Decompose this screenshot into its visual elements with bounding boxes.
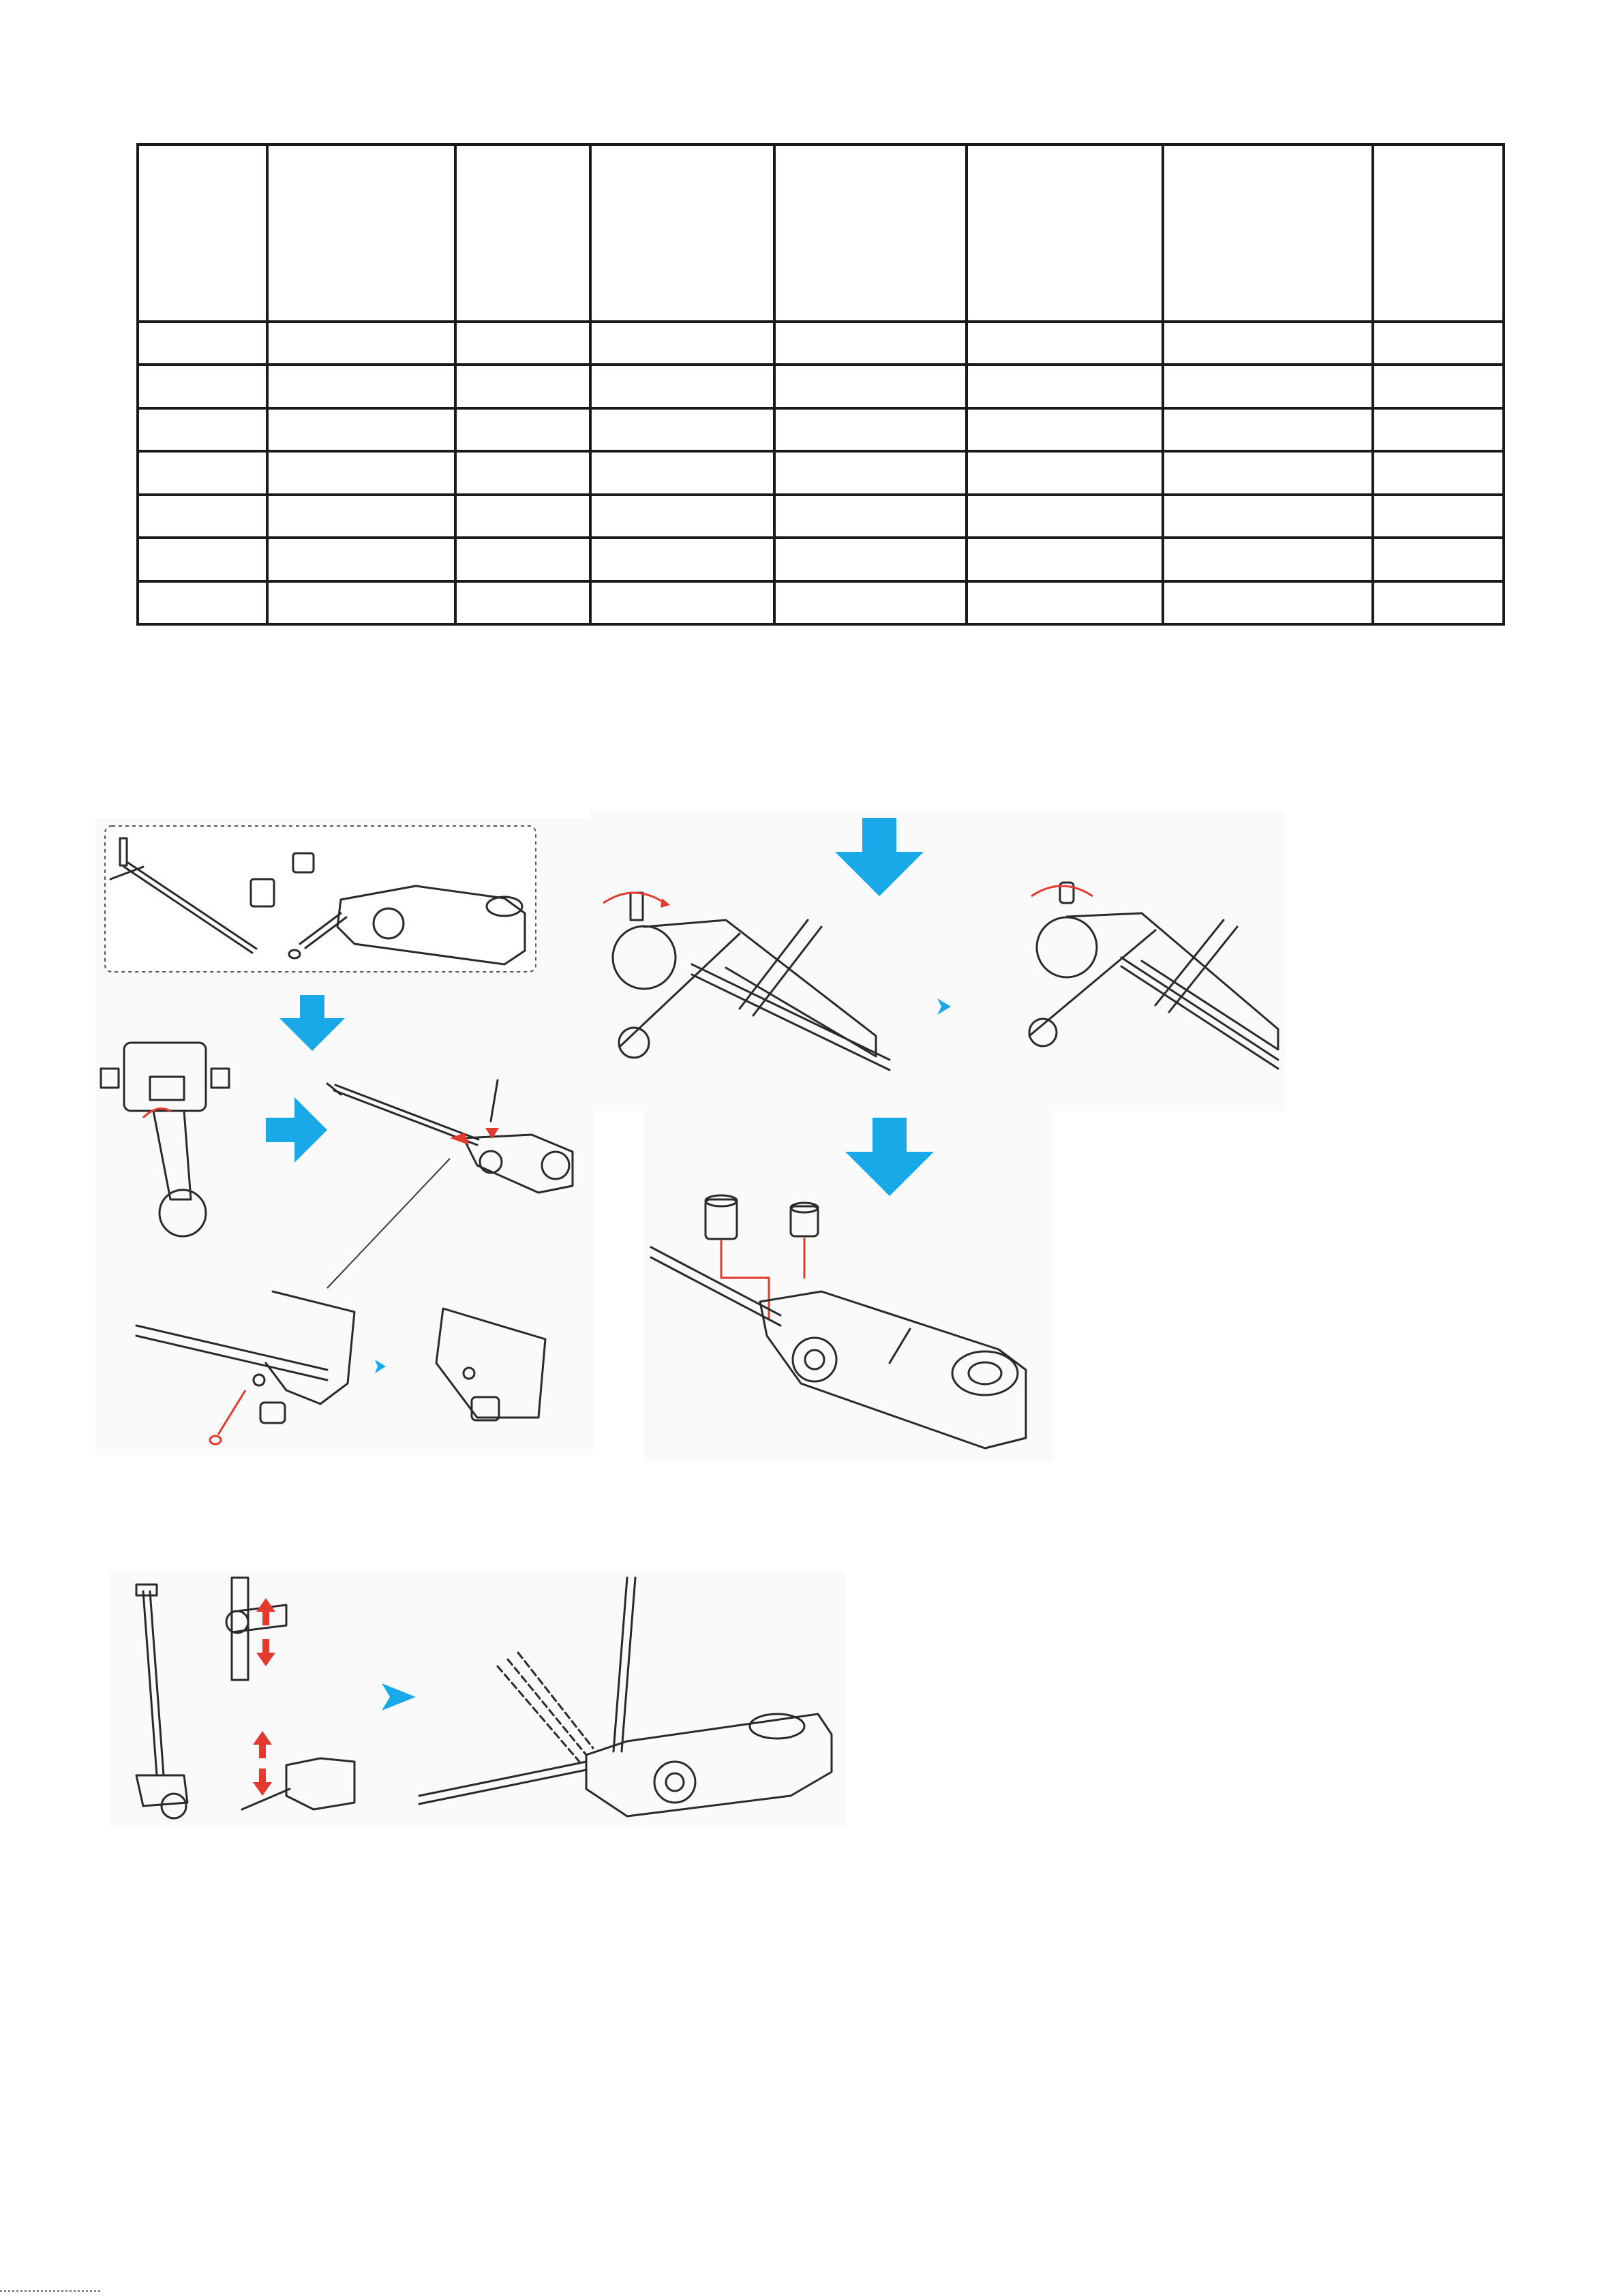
- handle-positions-illustration: [109, 1571, 845, 1826]
- table-cell: [455, 581, 590, 625]
- table-cell: [1163, 538, 1373, 581]
- jack-handle-swing: [419, 1578, 832, 1816]
- table-cell: [138, 581, 267, 625]
- table-cell: [590, 408, 774, 451]
- table-cell: [967, 495, 1163, 538]
- table-cell: [1163, 581, 1373, 625]
- spec-table: [136, 143, 1505, 626]
- jack-side-view: [136, 1585, 187, 1818]
- header-cell: [455, 144, 590, 322]
- table-cell: [138, 322, 267, 365]
- table-cell: [774, 538, 967, 581]
- table-cell: [590, 495, 774, 538]
- arrow-right-icon: [266, 1097, 327, 1163]
- table-cell: [138, 495, 267, 538]
- table-cell: [967, 451, 1163, 494]
- table-row: [138, 451, 1504, 494]
- arrow-right-icon: [382, 1683, 416, 1711]
- table-cell: [1373, 581, 1504, 625]
- table-cell: [774, 408, 967, 451]
- table-cell: [1373, 365, 1504, 408]
- table-row: [138, 581, 1504, 625]
- table-cell: [1163, 408, 1373, 451]
- table-row: [138, 495, 1504, 538]
- figure-saddle-pads-install: [644, 1111, 1053, 1462]
- pin-detail-before: [136, 1291, 354, 1423]
- table-cell: [590, 581, 774, 625]
- table-cell: [455, 365, 590, 408]
- header-cell: [138, 144, 267, 322]
- table-cell: [267, 538, 455, 581]
- table-row: [138, 365, 1504, 408]
- table-cell: [455, 322, 590, 365]
- table-row: [138, 322, 1504, 365]
- table-cell: [267, 495, 455, 538]
- arrow-down-icon: [845, 1118, 934, 1196]
- table-cell: [590, 538, 774, 581]
- table-cell: [1373, 495, 1504, 538]
- up-down-arrow-icon: [256, 1598, 275, 1666]
- rubber-pad-large: [706, 1195, 737, 1239]
- table-header-row: [138, 144, 1504, 322]
- table-cell: [1163, 495, 1373, 538]
- arrow-down-icon: [835, 818, 924, 896]
- figure-assembly-handle-install: [95, 818, 593, 1455]
- table-cell: [138, 538, 267, 581]
- pin-detail-after: [436, 1308, 545, 1420]
- table-cell: [967, 538, 1163, 581]
- table-cell: [267, 408, 455, 451]
- figure-handle-bolt-tightening: [590, 811, 1285, 1111]
- table-cell: [138, 365, 267, 408]
- table-cell: [590, 451, 774, 494]
- header-cell: [1373, 144, 1504, 322]
- table-cell: [774, 451, 967, 494]
- table-cell: [1373, 538, 1504, 581]
- table-row: [138, 408, 1504, 451]
- jack-front-view: [101, 1043, 229, 1236]
- table-cell: [590, 365, 774, 408]
- table-cell: [967, 365, 1163, 408]
- table-cell: [967, 581, 1163, 625]
- table-cell: [455, 408, 590, 451]
- handle-insert-view: [327, 1080, 573, 1193]
- table-cell: [967, 322, 1163, 365]
- header-cell: [590, 144, 774, 322]
- table-cell: [138, 408, 267, 451]
- bolt-view-before: [613, 893, 890, 1070]
- table-cell: [455, 451, 590, 494]
- table-cell: [967, 408, 1163, 451]
- header-cell: [1163, 144, 1373, 322]
- table-cell: [774, 365, 967, 408]
- arrow-down-icon: [279, 995, 345, 1051]
- table-cell: [267, 451, 455, 494]
- lifting-arm-saddle: [651, 1247, 1026, 1448]
- table-cell: [1373, 408, 1504, 451]
- table-cell: [455, 538, 590, 581]
- table-cell: [267, 581, 455, 625]
- handle-up-detail: [226, 1578, 286, 1680]
- table-cell: [1373, 451, 1504, 494]
- table-cell: [1163, 322, 1373, 365]
- rubber-pad-small: [791, 1203, 818, 1236]
- header-cell: [967, 144, 1163, 322]
- table-cell: [1163, 451, 1373, 494]
- table-row: [138, 538, 1504, 581]
- table-cell: [267, 322, 455, 365]
- up-down-arrow-icon: [253, 1731, 272, 1796]
- figure-handle-positions: [109, 1571, 845, 1826]
- table-cell: [138, 451, 267, 494]
- saddle-pads-illustration: [644, 1111, 1053, 1462]
- header-cell: [267, 144, 455, 322]
- page-footer-marks: [0, 2290, 102, 2292]
- assembly-illustration: [95, 818, 593, 1455]
- bolt-view-after: [1029, 883, 1278, 1069]
- table-cell: [774, 495, 967, 538]
- table-cell: [1373, 322, 1504, 365]
- table-cell: [774, 581, 967, 625]
- bolt-tightening-illustration: [590, 811, 1285, 1111]
- table-cell: [455, 495, 590, 538]
- table-cell: [590, 322, 774, 365]
- header-cell: [774, 144, 967, 322]
- table-cell: [267, 365, 455, 408]
- table-cell: [1163, 365, 1373, 408]
- table-cell: [774, 322, 967, 365]
